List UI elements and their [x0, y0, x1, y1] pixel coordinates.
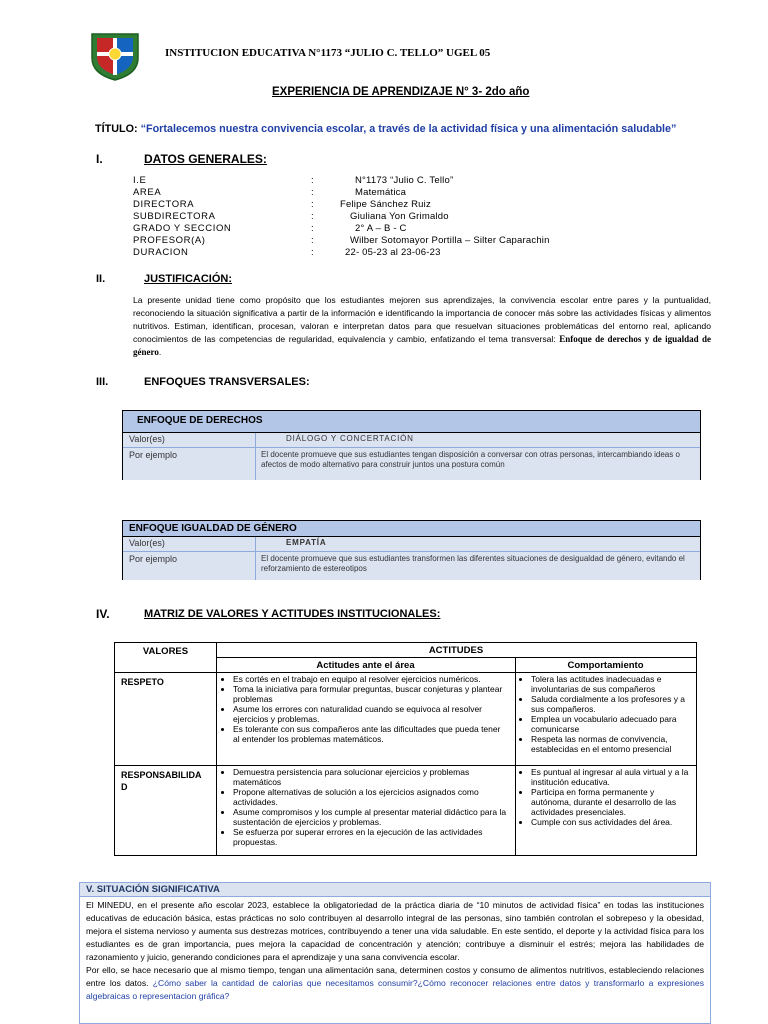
datos-label: DIRECTORA — [133, 199, 195, 210]
ejemplo-value: El docente promueve que sus estudiantes tengan disposición a conversar con otras personas, intercambiando ideas o afectos de modo alternativo para construir juntos una postura común — [261, 450, 680, 469]
section-heading-matriz: MATRIZ DE VALORES Y ACTITUDES INSTITUCIONALES: — [144, 608, 441, 620]
datos-colon: : — [311, 175, 315, 186]
datos-colon: : — [311, 211, 315, 222]
attitude-item: • Asume los errores con naturalidad cuando se equivoca al resolver ejercicios y problemas. — [233, 704, 509, 724]
responsabilidad-comp-list — [517, 767, 692, 827]
datos-value: 22- 05-23 al 23-06-23 — [345, 247, 441, 258]
divider — [515, 657, 516, 855]
datos-row — [133, 187, 633, 199]
attitude-item: • Cumple con sus actividades del área. — [531, 817, 692, 827]
experience-title: EXPERIENCIA DE APRENDIZAJE N° 3- 2do año — [272, 86, 530, 98]
responsabilidad-area-list — [219, 767, 509, 847]
attitude-item: • Saluda cordialmente a los profesores y a sus compañeros. — [531, 694, 692, 714]
situacion-text — [86, 899, 704, 1003]
valores-value: DIÁLOGO Y CONCERTACIÓN — [286, 434, 414, 443]
enfoque-derechos-table — [122, 410, 701, 480]
datos-label: GRADO Y SECCION — [133, 223, 232, 234]
divider — [115, 765, 696, 766]
attitude-item: • Tolera las actitudes inadecuadas e involuntarias de sus compañeros — [531, 674, 692, 694]
justificacion-text — [133, 294, 711, 359]
ejemplo-label: Por ejemplo — [123, 448, 256, 480]
datos-colon: : — [311, 235, 315, 246]
situacion-p2: Por ello, se hace necesario que al mismo tiempo, tengan una alimentación sana, determinen costos y consumo de alimentos nutritivos, estableciendo relaciones entre los datos. — [86, 965, 704, 988]
section-heading-datos: DATOS GENERALES: — [144, 152, 267, 166]
datos-row — [133, 247, 633, 259]
col-actitudes-header: ACTITUDES — [428, 645, 484, 656]
ejemplo-label: Por ejemplo — [123, 552, 256, 580]
section-number-4: IV. — [96, 607, 110, 621]
enfoque-genero-ejemplo-row — [123, 552, 700, 580]
datos-value: Wilber Sotomayor Portilla – Silter Caparachin — [350, 235, 550, 246]
attitude-item: • Es cortés en el trabajo en equipo al resolver ejercicios numéricos. — [233, 674, 509, 684]
attitude-item: • Toma la iniciativa para formular preguntas, buscar conjeturas y plantear problemas — [233, 684, 509, 704]
subcol-area-header: Actitudes ante el área — [316, 660, 415, 671]
enfoque-genero-table — [122, 520, 701, 580]
divider — [216, 657, 696, 658]
situacion-heading: V. SITUACIÓN SIGNIFICATIVA — [80, 883, 710, 897]
attitude-item: • Emplea un vocabulario adecuado para comunicarse — [531, 714, 692, 734]
attitude-item: • Propone alternativas de solución a los ejercicios asignados como actividades. — [233, 787, 509, 807]
justificacion-end: . — [158, 347, 162, 357]
enfoque-derechos-valores-row — [123, 433, 700, 448]
section-heading-justificacion: JUSTIFICACIÓN: — [144, 273, 232, 285]
datos-label: SUBDIRECTORA — [133, 211, 216, 222]
datos-row — [133, 199, 633, 211]
divider — [115, 672, 696, 673]
section-number-3: III. — [96, 376, 109, 388]
situacion-p1: El MINEDU, en el presente año escolar 2023, establece la obligatoriedad de la práctica diaria de “10 minutos de actividad física” en todas las instituciones educativas de educación básica, estas prácticas no solo contribuyen al desarrollo integral de las personas, sino también controlan el sobrepeso y la obesidad, mejora el sistema nervioso y aumenta sus destrezas motrices, contribuyendo a tener una vida saludable. En este sentido, el deporte y la actividad física para los estudiantes es de gran importancia, pues mejora la capacidad de concentración y atención; contribuye a disminuir el estrés; mejora las habilidades de razonamiento y juicio, generando condiciones para el aprendizaje y una sana convivencia escolar. — [86, 900, 704, 962]
datos-label: AREA — [133, 187, 162, 198]
respeto-comp-list — [517, 674, 692, 754]
attitude-item: • Participa en forma permanente y autónoma, durante el desarrollo de las actividades presenciales. — [531, 787, 692, 817]
datos-value: N°1173 “Julio C. Tello” — [355, 175, 454, 186]
datos-colon: : — [311, 187, 315, 198]
datos-row — [133, 175, 633, 187]
school-logo — [88, 30, 142, 82]
valor-respeto: RESPETO — [121, 677, 164, 687]
datos-value: Matemática — [355, 187, 407, 198]
valor-responsabilidad-line1: RESPONSABILIDA — [121, 770, 202, 780]
enfoque-genero-title: ENFOQUE IGUALDAD DE GÉNERO — [123, 521, 700, 537]
values-attitudes-table — [114, 642, 697, 856]
subcol-comportamiento-header: Comportamiento — [567, 660, 644, 671]
section-number-1: I. — [96, 152, 103, 166]
datos-value: Felipe Sánchez Ruiz — [340, 199, 431, 210]
attitude-item: • Se esfuerza por superar errores en la ejecución de las actividades propuestas. — [233, 827, 509, 847]
attitude-item: • Demuestra persistencia para solucionar ejercicios y problemas matemáticos — [233, 767, 509, 787]
respeto-area-list — [219, 674, 509, 744]
titulo-label: TÍTULO: — [95, 123, 141, 135]
enfoque-derechos-ejemplo-row — [123, 448, 700, 480]
ejemplo-value: El docente promueve que sus estudiantes transformen las diferentes situaciones de desigualdad de género, evitando el reforzamiento de estereotipos — [261, 554, 685, 573]
valor-responsabilidad — [121, 769, 202, 793]
section-heading-enfoques: ENFOQUES TRANSVERSALES: — [144, 376, 310, 388]
attitude-item: • Es tolerante con sus compañeros ante las dificultades que pueda tener al entender los problemas matemáticos. — [233, 724, 509, 744]
attitude-item: • Es puntual al ingresar al aula virtual y a la institución educativa. — [531, 767, 692, 787]
col-valores-header: VALORES — [142, 646, 189, 657]
datos-row — [133, 235, 633, 247]
datos-colon: : — [311, 247, 315, 258]
datos-colon: : — [311, 199, 315, 210]
valores-value: EMPATÍA — [286, 538, 327, 547]
situacion-question: ¿Cómo saber la cantidad de calorías que necesitamos consumir?¿Cómo reconocer relaciones entre datos y transformarlo a expresiones algebraicas o representacion gráfica? — [86, 978, 704, 1001]
justificacion-body: La presente unidad tiene como propósito que los estudiantes mejoren sus aprendizajes, la convivencia escolar entre pares y la puntualidad, reconociendo la situación significativa a partir de la información e identificando la importancia de conocer más sobre las actividades físicas y alimentos nutritivos. Estiman, identifican, procesan, valoran e interpretan datos para que resuelvan situaciones problemáticas del entorno real, aplicando conocimientos de las competencias de regularidad, equivalencia y cambio, enfatizando el tema transversal: — [133, 295, 711, 344]
institution-name: INSTITUCION EDUCATIVA N°1173 “JULIO C. TELLO” UGEL 05 — [165, 47, 491, 59]
valores-label: Valor(es) — [123, 433, 256, 447]
datos-label: PROFESOR(A) — [133, 235, 206, 246]
datos-row — [133, 211, 633, 223]
situacion-box — [79, 882, 711, 1024]
valor-responsabilidad-line2: D — [121, 782, 128, 792]
enfoque-derechos-title: ENFOQUE DE DERECHOS — [123, 411, 700, 433]
datos-label: DURACION — [133, 247, 189, 258]
titulo-text: “Fortalecemos nuestra convivencia escolar, a través de la actividad física y una alimentación saludable” — [140, 123, 677, 135]
attitude-item: • Respeta las normas de convivencia, establecidas en el entorno presencial — [531, 734, 692, 754]
justificacion-emphasis: Enfoque de derechos y de igualdad de género — [133, 334, 712, 357]
datos-value: Giuliana Yon Grimaldo — [350, 211, 449, 222]
datos-colon: : — [311, 223, 315, 234]
valores-label: Valor(es) — [123, 537, 256, 551]
divider — [216, 643, 217, 855]
datos-label: I.E — [133, 175, 147, 186]
enfoque-genero-valores-row — [123, 537, 700, 552]
datos-row — [133, 223, 633, 235]
document-title — [95, 123, 735, 135]
datos-value: 2° A – B - C — [355, 223, 407, 234]
section-number-2: II. — [96, 273, 106, 285]
attitude-item: • Asume compromisos y los cumple al presentar material didáctico para la sustentación de ejercicios y problemas. — [233, 807, 509, 827]
